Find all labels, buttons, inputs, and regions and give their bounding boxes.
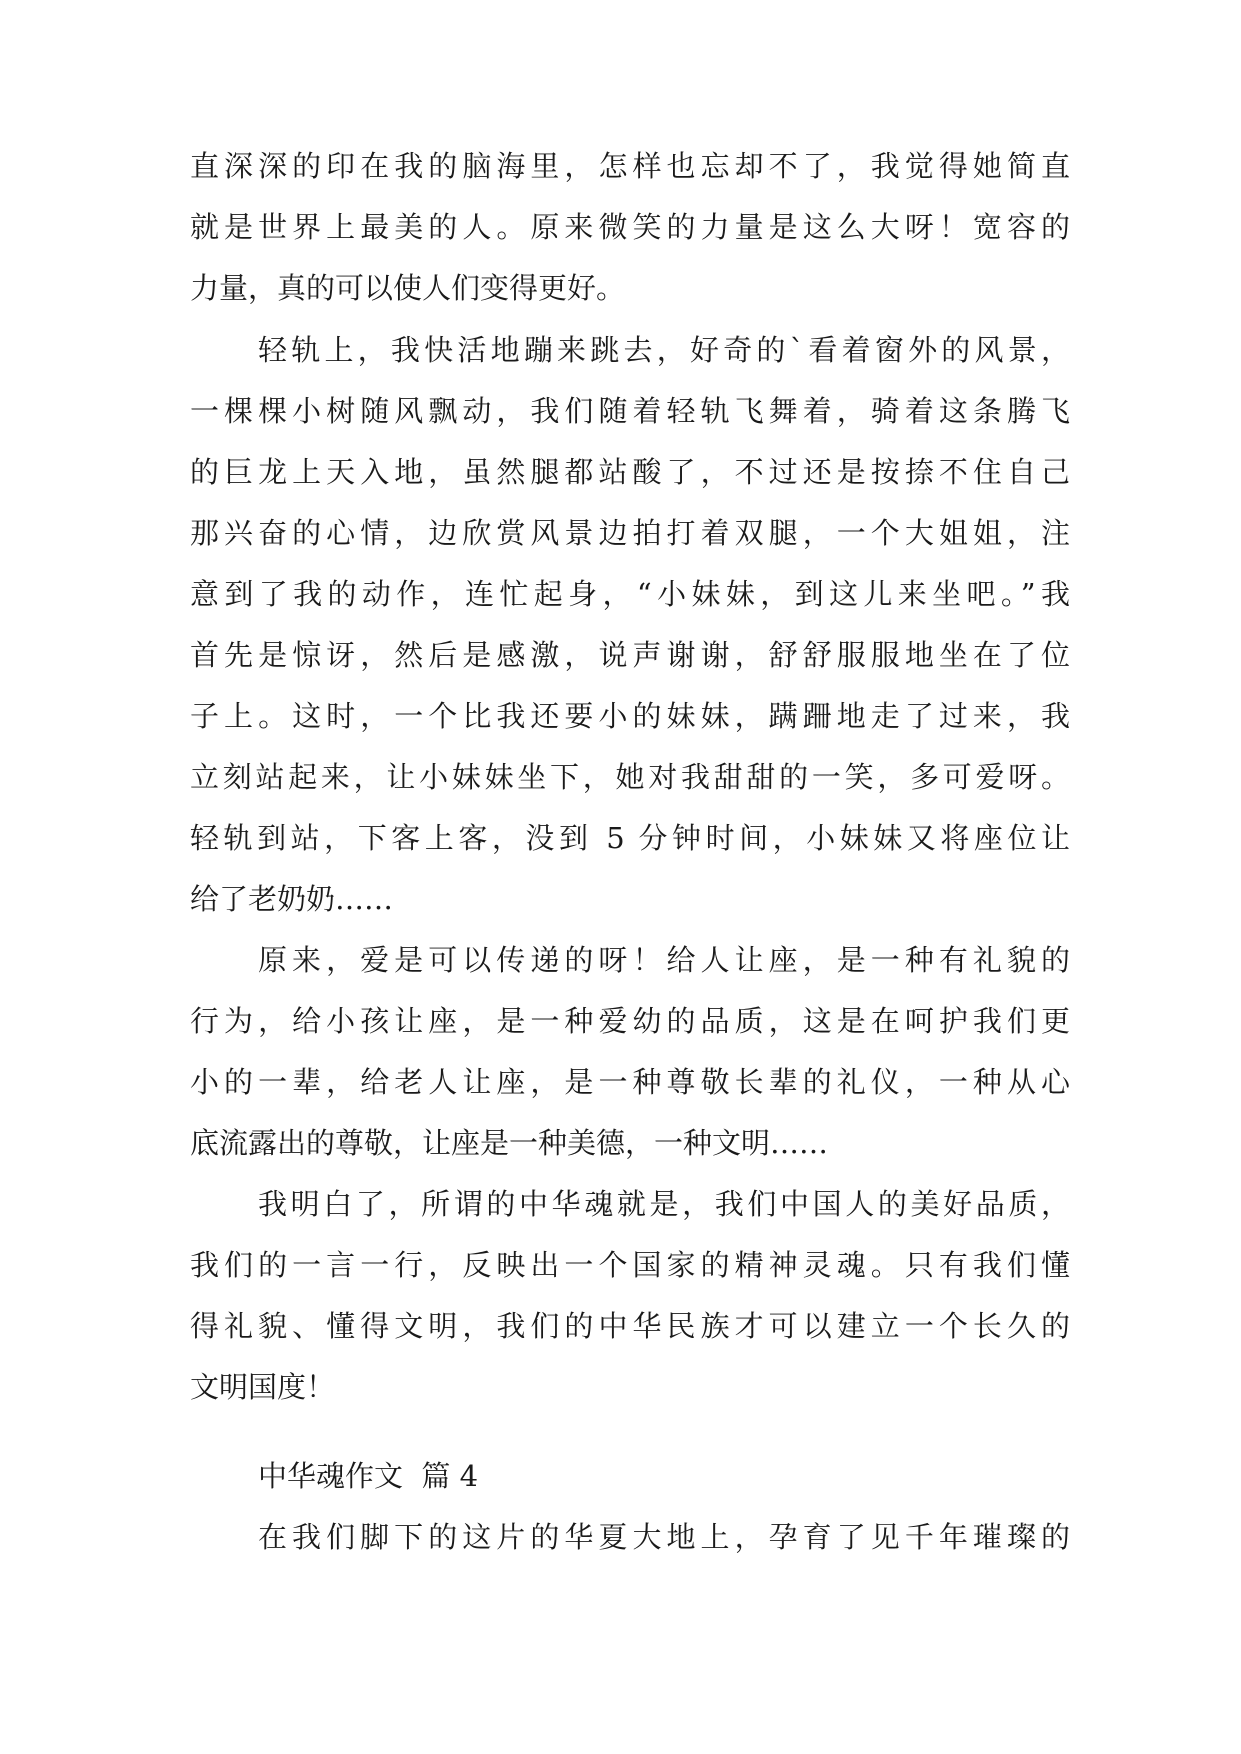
text-line: 那兴奋的心情，边欣赏风景边拍打着双腿，一个大姐姐，注 bbox=[190, 516, 1070, 550]
text-line: 行为，给小孩让座，是一种爱幼的品质，这是在呵护我们更 bbox=[190, 1004, 1070, 1038]
text-line: 在我们脚下的这片的华夏大地上，孕育了见千年璀璨的 bbox=[258, 1520, 1070, 1554]
text-line: 文明国度！ bbox=[190, 1370, 336, 1404]
paragraph-3 bbox=[190, 930, 1070, 1174]
text-line: 就是世界上最美的人。原来微笑的力量是这么大呀！宽容的 bbox=[190, 210, 1070, 244]
text-line: 轻轨到站，下客上客，没到 5 分钟时间，小妹妹又将座位让 bbox=[190, 821, 1070, 855]
text-line: 小的一辈，给老人让座，是一种尊敬长辈的礼仪，一种从心 bbox=[190, 1065, 1070, 1099]
text-line: 首先是惊讶，然后是感激，说声谢谢，舒舒服服地坐在了位 bbox=[190, 638, 1070, 672]
text-line: 直深深的印在我的脑海里，怎样也忘却不了，我觉得她简直 bbox=[190, 149, 1070, 183]
text-line: 轻轨上，我快活地蹦来跳去，好奇的`看着窗外的风景， bbox=[258, 333, 1070, 367]
paragraph-1 bbox=[190, 136, 1070, 319]
text-line: 的巨龙上天入地，虽然腿都站酸了，不过还是按捺不住自己 bbox=[190, 455, 1070, 489]
text-line: 子上。这时，一个比我还要小的妹妹，蹒跚地走了过来，我 bbox=[190, 699, 1070, 733]
text-line: 我明白了，所谓的中华魂就是，我们中国人的美好品质， bbox=[258, 1187, 1070, 1221]
text-line: 给了老奶奶…… bbox=[190, 882, 394, 916]
section-heading: 中华魂作文 篇 4 bbox=[258, 1459, 479, 1493]
text-line: 立刻站起来，让小妹妹坐下，她对我甜甜的一笑，多可爱呀。 bbox=[190, 760, 1070, 794]
text-line: 原来，爱是可以传递的呀！给人让座，是一种有礼貌的 bbox=[258, 943, 1070, 977]
paragraph-5 bbox=[190, 1507, 1070, 1568]
text-line: 底流露出的尊敬，让座是一种美德，一种文明…… bbox=[190, 1126, 829, 1160]
text-line: 意到了我的动作，连忙起身，“小妹妹，到这儿来坐吧。”我 bbox=[190, 577, 1070, 611]
paragraph-2 bbox=[190, 320, 1070, 930]
text-line: 我们的一言一行，反映出一个国家的精神灵魂。只有我们懂 bbox=[190, 1248, 1070, 1282]
text-line: 一棵棵小树随风飘动，我们随着轻轨飞舞着，骑着这条腾飞 bbox=[190, 394, 1070, 428]
text-line: 得礼貌、懂得文明，我们的中华民族才可以建立一个长久的 bbox=[190, 1309, 1070, 1343]
text-line: 力量，真的可以使人们变得更好。 bbox=[190, 271, 626, 305]
paragraph-4 bbox=[190, 1174, 1070, 1418]
